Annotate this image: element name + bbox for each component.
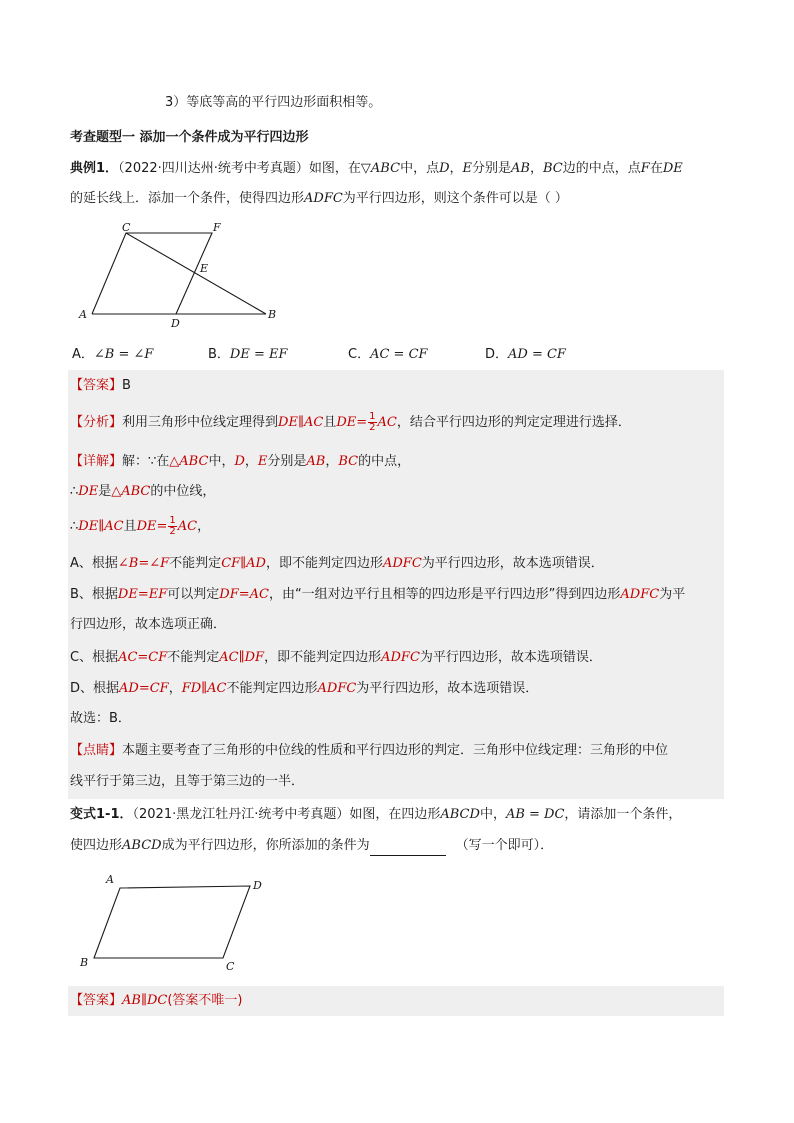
math: DF=AC: [219, 587, 269, 602]
text: 为平行四边形，则这个条件可以是（ ）: [342, 191, 568, 206]
math: ADFC: [317, 681, 357, 696]
answer-1: [70, 376, 725, 396]
option-letter: A．: [72, 347, 94, 362]
math: DE=: [136, 519, 168, 534]
text: 使四边形: [70, 838, 123, 853]
detail-option-a: [70, 554, 725, 574]
math: FD∥AC: [181, 681, 227, 696]
quad-abcd: [94, 886, 250, 958]
text: 如图，在四边形: [349, 807, 441, 822]
note-3: 3）等底等高的平行四边形面积相等。: [165, 95, 382, 110]
text: 为平: [659, 587, 686, 602]
text: 解：∵在: [122, 454, 170, 469]
option-a: [72, 345, 153, 365]
text: ，即不能判定四边形: [264, 650, 382, 665]
text: 为平行四边形，故本选项错误．: [421, 556, 604, 571]
text: ，结合平行四边形的判定定理进行选择．: [396, 415, 631, 430]
text: 边的中点，点: [562, 161, 641, 176]
text: （写一个即可）．: [455, 838, 554, 853]
math: ADFC: [383, 556, 422, 571]
segment-cb: [126, 233, 266, 314]
math: ABCD: [122, 838, 162, 853]
example-source: （2022·四川达州·统考中考真题）: [118, 161, 309, 176]
math: ADFC: [620, 587, 660, 602]
example-1-line-2: [70, 189, 725, 209]
option-math: AD = CF: [508, 347, 566, 362]
text: 可以判定: [167, 587, 220, 602]
answer-value: B: [122, 378, 131, 393]
text: 中，点: [400, 161, 440, 176]
figure-1-triangle-parallelogram: [70, 222, 290, 332]
label-c: C: [122, 222, 131, 234]
math: F: [640, 161, 650, 176]
math: D: [439, 161, 450, 176]
text: 且: [323, 415, 337, 430]
math: BC: [543, 161, 563, 176]
math: △ABC: [111, 484, 151, 499]
math: AB: [511, 161, 530, 176]
detail-line-1: [70, 452, 725, 472]
detail-line-3: [70, 514, 725, 540]
answer-blank[interactable]: [370, 841, 446, 856]
math: ADFC: [381, 650, 420, 665]
comment-tag: 【点睛】: [70, 743, 123, 758]
math: CF∥AD: [221, 556, 266, 571]
answer-tag: 【答案】: [70, 378, 123, 393]
math: AB: [306, 454, 326, 469]
text: ，由“一组对边平行且相等的四边形是平行四边形”得到四边形: [268, 587, 621, 602]
comment-line-2: 线平行于第三边，且等于第三边的一半．: [70, 774, 305, 789]
text: ∴: [70, 484, 79, 499]
example-1-line-1: [70, 159, 725, 179]
text: 分别是: [267, 454, 307, 469]
option-letter: D．: [485, 347, 509, 362]
math: BC: [338, 454, 359, 469]
math: AD=CF: [119, 681, 169, 696]
math: ▽ABC: [360, 161, 401, 176]
option-letter: B．: [208, 347, 230, 362]
analysis-tag: 【分析】: [70, 415, 123, 430]
text: ，: [168, 681, 182, 696]
math: DE=: [336, 415, 368, 430]
option-math: AC = CF: [370, 347, 428, 362]
answer-2: [70, 991, 725, 1011]
option-letter: C．: [348, 347, 371, 362]
detail-option-c: [70, 648, 725, 668]
text: 为平行四边形，故本选项错误．: [419, 650, 602, 665]
detail-option-b-cont: 行四边形，故本选项正确．: [70, 617, 227, 632]
text: 本题主要考查了三角形的中位线的性质和平行四边形的判定．三角形中位线定理：三角形的中位: [122, 743, 669, 758]
math: ADFC: [304, 191, 343, 206]
denominator: 2: [169, 526, 176, 537]
answer-note: (答案不唯一): [167, 993, 243, 1008]
math: DE: [662, 161, 683, 176]
variant-1-1-line-2: [70, 836, 725, 856]
text: 中，: [479, 807, 506, 822]
text: 不能判定: [167, 650, 220, 665]
detail-line-2: [70, 482, 725, 502]
detail-option-d: [70, 679, 725, 699]
math: DE∥AC: [78, 519, 124, 534]
text: ，: [197, 519, 211, 534]
text: 利用三角形中位线定理得到: [122, 415, 279, 430]
text: 中，: [208, 454, 235, 469]
math: DE: [78, 484, 99, 499]
text: ，: [530, 161, 544, 176]
math: DE=EF: [117, 587, 168, 602]
label-c: C: [226, 960, 235, 973]
text: 如图，在: [308, 161, 361, 176]
analysis-line: [70, 410, 725, 436]
quad-adfc: [92, 233, 212, 314]
detail-tag: 【详解】: [70, 454, 123, 469]
detail-choose: 故选：B．: [70, 711, 131, 726]
text: 是: [98, 484, 112, 499]
example-label: 典例1．: [70, 161, 119, 176]
text: 的中位线，: [150, 484, 216, 499]
comment-line-1: [70, 741, 725, 761]
math: AC=CF: [118, 650, 168, 665]
answer-math: AB∥DC: [122, 993, 168, 1008]
text: 的中点，: [358, 454, 411, 469]
label-d: D: [253, 879, 262, 892]
text: 且: [123, 519, 137, 534]
option-math: ∠B = ∠F: [93, 347, 154, 362]
text: A、根据: [70, 556, 118, 571]
figure-2-quadrilateral: [70, 866, 280, 978]
section-title: 考查题型一 添加一个条件成为平行四边形: [70, 130, 309, 145]
label-a: A: [106, 873, 114, 886]
option-b: [208, 345, 288, 365]
denominator: 2: [369, 422, 376, 433]
math: AC: [377, 415, 397, 430]
variant-1-1-line-1: [70, 805, 725, 825]
text: ，: [244, 454, 258, 469]
text: 成为平行四边形，你所添加的条件为: [161, 838, 370, 853]
text: 不能判定四边形: [226, 681, 318, 696]
fraction-half: [168, 516, 176, 537]
math: E: [462, 161, 473, 176]
math: AC: [177, 519, 198, 534]
text: ，即不能判定四边形: [265, 556, 383, 571]
label-b: B: [268, 308, 277, 321]
option-math: DE = EF: [229, 347, 288, 362]
answer-tag: 【答案】: [70, 993, 123, 1008]
text: D、根据: [70, 681, 120, 696]
label-e: E: [200, 262, 209, 275]
label-d: D: [171, 317, 180, 330]
numerator: 1: [369, 411, 376, 422]
text: 不能判定: [169, 556, 222, 571]
text: C、根据: [70, 650, 119, 665]
fraction-half: [368, 412, 376, 433]
text: B、根据: [70, 587, 118, 602]
label-a: A: [79, 308, 87, 321]
math: △ABC: [169, 454, 209, 469]
numerator: 1: [169, 515, 176, 526]
math: AC∥DF: [219, 650, 265, 665]
variant-source: （2021·黑龙江牡丹江·统考中考真题）: [132, 807, 350, 822]
options-row: [70, 345, 725, 365]
math: AB = DC: [505, 807, 565, 822]
text: 为平行四边形，故本选项错误．: [356, 681, 539, 696]
math: DE∥AC: [278, 415, 324, 430]
label-b: B: [80, 956, 89, 969]
variant-label: 变式1-1．: [70, 807, 133, 822]
math: E: [257, 454, 268, 469]
text: 分别是: [472, 161, 512, 176]
text: 在: [649, 161, 663, 176]
detail-option-b: [70, 585, 725, 605]
option-c: [348, 345, 428, 365]
math: ∠B=∠F: [117, 556, 170, 571]
label-f: F: [213, 222, 221, 234]
text: 的延长线上．添加一个条件，使得四边形: [70, 191, 305, 206]
option-d: [485, 345, 566, 365]
math: D: [234, 454, 245, 469]
math: ABCD: [440, 807, 480, 822]
text: ∴: [70, 519, 79, 534]
text: ，: [325, 454, 339, 469]
text: ，请添加一个条件，: [564, 807, 682, 822]
text: ，: [449, 161, 463, 176]
